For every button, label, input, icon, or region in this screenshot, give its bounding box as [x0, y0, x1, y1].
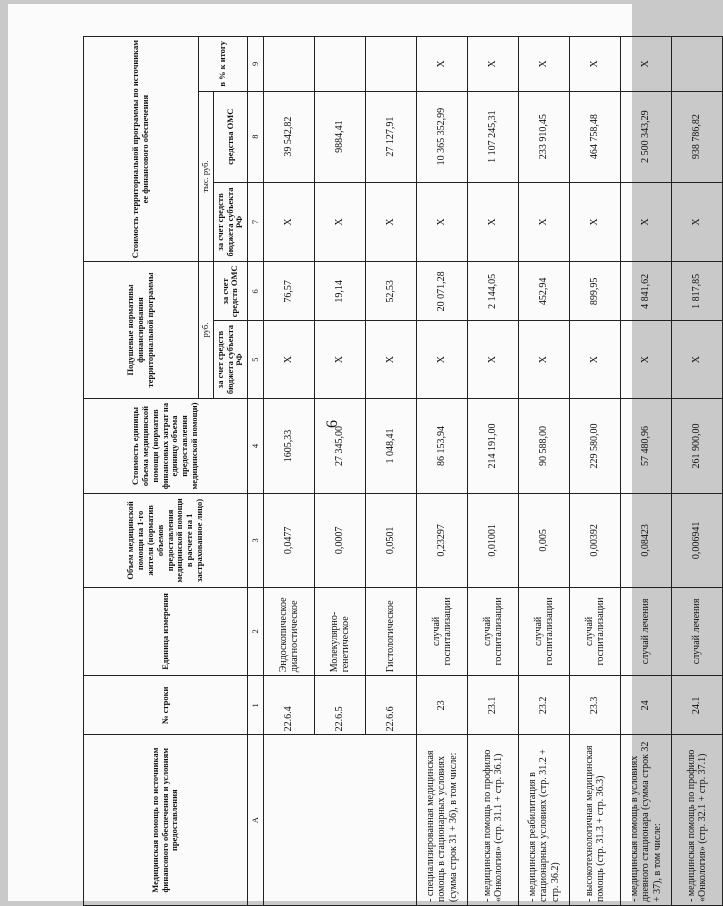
- header-col-5: за счет средств бюджета субъекта РФ: [213, 321, 247, 398]
- col-number: 4: [248, 398, 264, 494]
- value-cell: 1 817,85: [672, 262, 723, 321]
- row-label: [264, 735, 417, 906]
- value-cell: 76,57: [264, 262, 315, 321]
- header-col-8: средства ОМС: [213, 91, 247, 182]
- header-col-2: Единица измерения: [84, 587, 248, 676]
- value-cell: 27 345,00: [315, 398, 366, 494]
- value-cell: 0,08423: [621, 494, 672, 587]
- value-cell: X: [468, 182, 519, 262]
- page-number: 6: [324, 420, 341, 428]
- unit-cell: Гистологическое: [366, 587, 417, 676]
- unit-cell: случай госпитализации: [417, 587, 468, 676]
- unit-cell: случай госпитализации: [519, 587, 570, 676]
- row-number: 22.6.4: [264, 676, 315, 735]
- col-number: А: [248, 735, 264, 906]
- value-cell: 899,95: [570, 262, 621, 321]
- col-number: 3: [248, 494, 264, 587]
- row-label: - специализированная медицинская помощь в стационарных условиях (сумма строк 31 + 36), в том числе:: [417, 735, 468, 906]
- value-cell: 20 071,28: [417, 262, 468, 321]
- value-cell: 214 191,00: [468, 398, 519, 494]
- row-label: - медицинская реабилитация в стационарных условиях (стр. 31.2 + стр. 36.2): [519, 735, 570, 906]
- value-cell: X: [468, 37, 519, 92]
- rotated-table-wrapper: [83, 36, 709, 906]
- header-col-6: за счет средств ОМС: [213, 262, 247, 321]
- value-cell: 233 910,45: [519, 91, 570, 182]
- value-cell: 2 144,05: [468, 262, 519, 321]
- value-cell: X: [570, 321, 621, 398]
- value-cell: X: [672, 182, 723, 262]
- value-cell: X: [366, 182, 417, 262]
- row-label: - медицинская помощь по профилю «Онкология» (стр. 32.1 + стр. 37.1): [672, 735, 723, 906]
- row-number: 22.6.6: [366, 676, 417, 735]
- col-number: 2: [248, 587, 264, 676]
- unit-cell: случай лечения: [672, 587, 723, 676]
- table-row: [570, 37, 621, 906]
- value-cell: 52,53: [366, 262, 417, 321]
- header-col-4: Стоимость единицы объема медицинской помощи (норматив финансовых затрат на единицу объема предоставления медицинской помощи): [84, 398, 248, 494]
- table-row: [468, 37, 519, 906]
- col-number: 8: [248, 91, 264, 182]
- value-cell: 0,01001: [468, 494, 519, 587]
- header-col-7: за счет средств бюджета субъекта РФ: [213, 182, 247, 262]
- value-cell: 90 588,00: [519, 398, 570, 494]
- value-cell: 2 500 343,29: [621, 91, 672, 182]
- unit-cell: Молекулярно-генетическое: [315, 587, 366, 676]
- row-number: 23.2: [519, 676, 570, 735]
- table-row: [264, 37, 315, 906]
- col-number: 7: [248, 182, 264, 262]
- row-number: 23: [417, 676, 468, 735]
- value-cell: X: [621, 182, 672, 262]
- unit-cell: случай госпитализации: [468, 587, 519, 676]
- row-label: - высокотехнологичная медицинская помощь (стр. 31.3 + стр. 36.3): [570, 735, 621, 906]
- value-cell: X: [672, 321, 723, 398]
- header-group-7-9: Стоимость территориальной программы по источникам ее финансового обеспечения: [84, 37, 199, 262]
- value-cell: 57 480,96: [621, 398, 672, 494]
- table-row: [519, 37, 570, 906]
- value-cell: [315, 37, 366, 92]
- value-cell: X: [621, 37, 672, 92]
- value-cell: X: [417, 321, 468, 398]
- value-cell: 4 841,62: [621, 262, 672, 321]
- header-unit-7-8: тыс. руб.: [199, 91, 214, 262]
- value-cell: 9884,41: [315, 91, 366, 182]
- row-label: - медицинская помощь по профилю «Онкология» (стр. 31.1 + стр. 36.1): [468, 735, 519, 906]
- col-number: 6: [248, 262, 264, 321]
- value-cell: X: [621, 321, 672, 398]
- unit-cell: случай госпитализации: [570, 587, 621, 676]
- row-number: 23.3: [570, 676, 621, 735]
- value-cell: X: [315, 321, 366, 398]
- table-row: [621, 37, 672, 906]
- value-cell: X: [570, 182, 621, 262]
- value-cell: X: [366, 321, 417, 398]
- value-cell: 10 365 352,99: [417, 91, 468, 182]
- value-cell: 27 127,91: [366, 91, 417, 182]
- value-cell: 86 153,94: [417, 398, 468, 494]
- row-number: 24: [621, 676, 672, 735]
- value-cell: 0,006941: [672, 494, 723, 587]
- value-cell: X: [417, 37, 468, 92]
- value-cell: 261 900,00: [672, 398, 723, 494]
- unit-cell: Эндоскопическое диагностическое: [264, 587, 315, 676]
- col-number: 9: [248, 37, 264, 92]
- value-cell: X: [519, 321, 570, 398]
- value-cell: 938 786,82: [672, 91, 723, 182]
- value-cell: [366, 37, 417, 92]
- value-cell: 229 580,00: [570, 398, 621, 494]
- program-cost-table: [83, 36, 723, 906]
- value-cell: X: [468, 321, 519, 398]
- header-group-5-6: Подушевые нормативы финансирования территориальной программы: [84, 262, 199, 398]
- value-cell: [264, 37, 315, 92]
- value-cell: [672, 37, 723, 92]
- value-cell: 0,00392: [570, 494, 621, 587]
- value-cell: 0,0477: [264, 494, 315, 587]
- value-cell: 0,005: [519, 494, 570, 587]
- header-col-3: Объем медицинской помощи на 1-го жителя (норматив объемов предоставления медицинской помощи в расчете на 1 застрахованное лицо): [84, 494, 248, 587]
- col-number: 5: [248, 321, 264, 398]
- value-cell: X: [315, 182, 366, 262]
- row-number: 23.1: [468, 676, 519, 735]
- value-cell: X: [264, 182, 315, 262]
- value-cell: 1 048,41: [366, 398, 417, 494]
- value-cell: 464 758,48: [570, 91, 621, 182]
- table-row: [672, 37, 723, 906]
- value-cell: 0,0501: [366, 494, 417, 587]
- value-cell: 0,23297: [417, 494, 468, 587]
- value-cell: 1 107 245,31: [468, 91, 519, 182]
- value-cell: 452,94: [519, 262, 570, 321]
- unit-cell: случай лечения: [621, 587, 672, 676]
- header-col-9: в % к итогу: [199, 37, 248, 92]
- document-page: [8, 4, 709, 902]
- value-cell: X: [570, 37, 621, 92]
- value-cell: X: [519, 182, 570, 262]
- row-number: 24.1: [672, 676, 723, 735]
- value-cell: 0,0007: [315, 494, 366, 587]
- value-cell: 19,14: [315, 262, 366, 321]
- value-cell: 39 542,82: [264, 91, 315, 182]
- value-cell: X: [264, 321, 315, 398]
- header-col-a: Медицинская помощь по источникам финансового обеспечения и условиям предоставления: [84, 735, 248, 906]
- value-cell: X: [519, 37, 570, 92]
- header-unit-5-6: руб.: [199, 262, 214, 398]
- header-col-1: № строки: [84, 676, 248, 735]
- row-number: 22.6.5: [315, 676, 366, 735]
- row-label: - медицинская помощь в условиях дневного стационара (сумма строк 32 + 37), в том числе:: [621, 735, 672, 906]
- value-cell: 1605,33: [264, 398, 315, 494]
- col-number: 1: [248, 676, 264, 735]
- table-row: [417, 37, 468, 906]
- value-cell: X: [417, 182, 468, 262]
